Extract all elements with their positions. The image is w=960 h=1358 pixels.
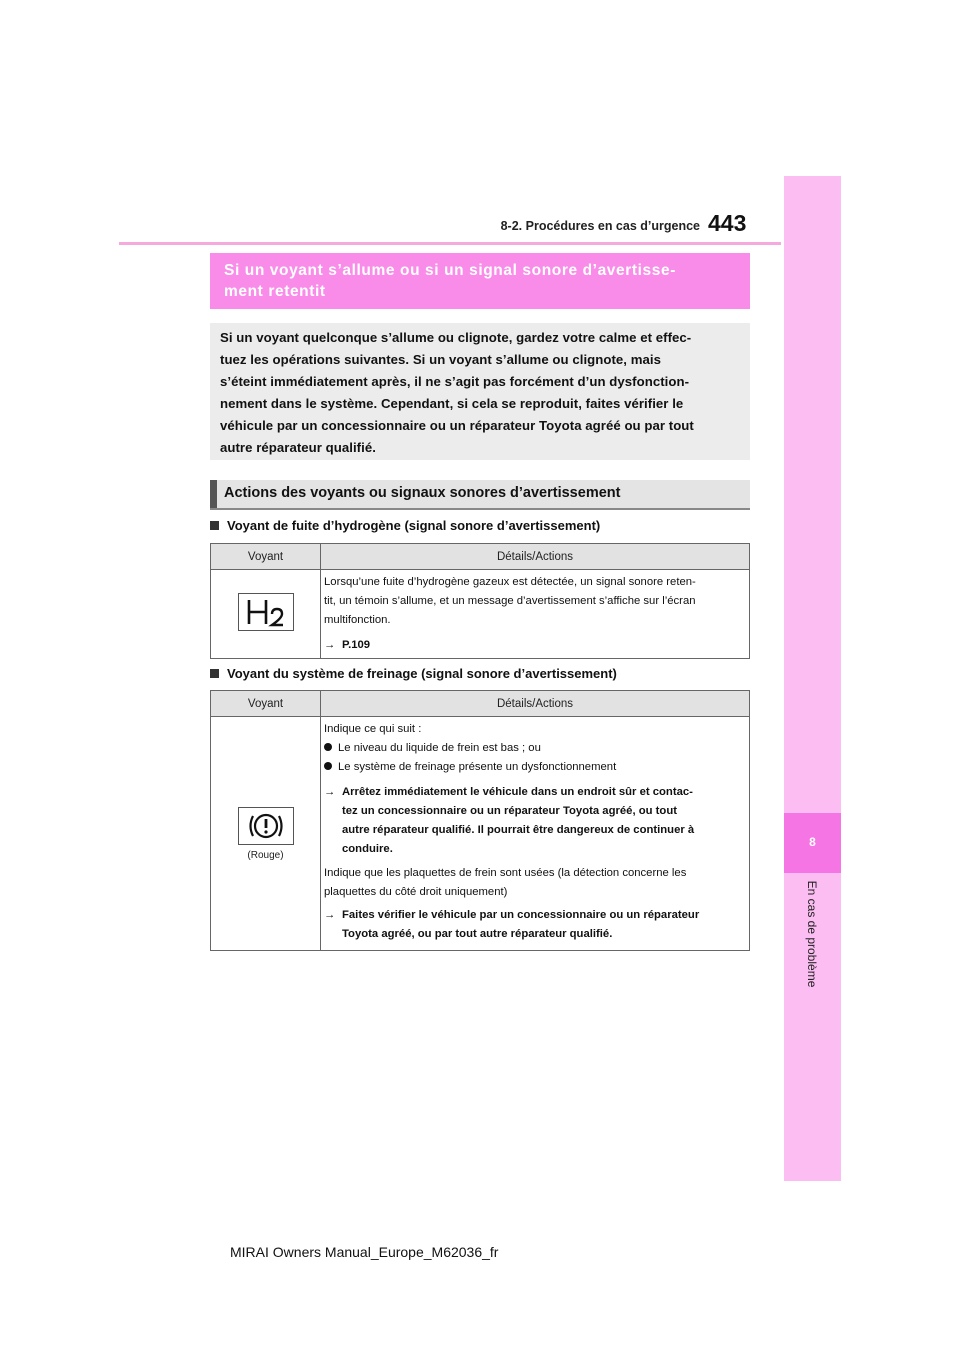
action-line: Arrêtez immédiatement le véhicule dans un endroit sûr et contac-	[342, 786, 693, 798]
hydrogen-h2-icon	[238, 593, 294, 631]
details-line: tit, un témoin s’allume, et un message d’avertissement s’affiche sur l’écran	[324, 595, 696, 607]
section-heading-bar	[210, 480, 217, 508]
column-header-voyant: Voyant	[211, 544, 321, 570]
table-header-row	[211, 544, 750, 570]
column-header-details: Détails/Actions	[321, 544, 750, 570]
subheading-hydrogen	[210, 518, 600, 533]
section-heading-text: Actions des voyants ou signaux sonores d’avertissement	[224, 485, 621, 501]
subheading-text: Voyant de fuite d’hydrogène (signal sonore d’avertissement)	[227, 518, 601, 533]
header-rule	[119, 242, 781, 245]
arrow-right-icon: →	[324, 639, 336, 651]
brake-warning-icon	[238, 807, 294, 845]
side-tab-chapter-label: En cas de problème	[805, 880, 819, 988]
action-line: Toyota agréé, ou par tout autre réparateur qualifié.	[342, 928, 613, 940]
bullet-dot-icon	[324, 762, 332, 770]
icon-cell	[211, 717, 321, 951]
pads-line: plaquettes du côté droit uniquement)	[324, 886, 508, 898]
section-header: 8-2. Procédures en cas d’urgence	[500, 219, 700, 233]
bullet-dot-icon	[324, 743, 332, 751]
subheading-text: Voyant du système de freinage (signal sonore d’avertissement)	[227, 666, 617, 681]
section-heading	[210, 480, 750, 510]
topic-banner	[210, 253, 750, 309]
action-instruction	[324, 906, 746, 944]
banner-title-line: ment retentit	[224, 283, 326, 300]
bullet-text: Le niveau du liquide de frein est bas ; ou	[338, 742, 541, 754]
bullet-item	[324, 739, 746, 758]
pads-line: Indique que les plaquettes de frein sont usées (la détection concerne les	[324, 867, 687, 879]
bullet-text: Le système de freinage présente un dysfonctionnement	[338, 761, 617, 773]
intro-box	[210, 323, 750, 460]
footer-manual-name: MIRAI Owners Manual_Europe_M62036_fr	[230, 1244, 499, 1260]
table-row	[211, 717, 750, 951]
details-intro: Indique ce qui suit :	[324, 723, 422, 735]
intro-line: s’éteint immédiatement après, il ne s’agit pas forcément d’un dysfonction-	[220, 374, 690, 389]
action-instruction	[324, 783, 746, 859]
intro-line: véhicule par un concessionnaire ou un réparateur Toyota agréé ou par tout	[220, 418, 694, 433]
page-reference	[324, 636, 746, 655]
icon-cell	[211, 570, 321, 659]
action-line: tez un concessionnaire ou un réparateur Toyota agréé, ou tout	[342, 805, 677, 817]
pads-note	[324, 864, 746, 902]
hydrogen-h2-icon-svg	[239, 594, 293, 630]
brake-warning-table	[210, 690, 750, 951]
icon-caption: (Rouge)	[247, 849, 284, 861]
intro-line: Si un voyant quelconque s’allume ou clignote, gardez votre calme et effec-	[220, 330, 692, 345]
bullet-item	[324, 758, 746, 777]
action-line: autre réparateur qualifié. Il pourrait être dangereux de continuer à	[342, 824, 695, 836]
subheading-brake	[210, 666, 617, 681]
side-tab-chapter-number: 8	[809, 835, 816, 849]
page-number: 443	[708, 210, 747, 236]
brake-warning-icon-svg	[239, 808, 293, 844]
table-header-row	[211, 691, 750, 717]
hydrogen-warning-table	[210, 543, 750, 659]
action-line: conduire.	[342, 843, 393, 855]
table-row	[211, 570, 750, 659]
arrow-right-icon: →	[324, 786, 336, 798]
banner-title-line: Si un voyant s’allume ou si un signal sonore d’avertisse-	[224, 262, 676, 279]
details-line: Lorsqu’une fuite d’hydrogène gazeux est détectée, un signal sonore reten-	[324, 576, 696, 588]
side-tab	[784, 176, 841, 1181]
details-line: multifonction.	[324, 614, 391, 626]
square-bullet-icon	[210, 521, 219, 530]
column-header-voyant: Voyant	[211, 691, 321, 717]
details-cell	[321, 717, 750, 951]
intro-line: autre réparateur qualifié.	[220, 440, 376, 455]
square-bullet-icon	[210, 669, 219, 678]
details-cell	[321, 570, 750, 659]
arrow-right-icon: →	[324, 909, 336, 921]
intro-line: nement dans le système. Cependant, si cela se reproduit, faites vérifier le	[220, 396, 684, 411]
intro-line: tuez les opérations suivantes. Si un voyant s’allume ou clignote, mais	[220, 352, 661, 367]
page-reference-link[interactable]: P.109	[342, 639, 371, 651]
action-line: Faites vérifier le véhicule par un concessionnaire ou un réparateur	[342, 909, 700, 921]
column-header-details: Détails/Actions	[321, 691, 750, 717]
